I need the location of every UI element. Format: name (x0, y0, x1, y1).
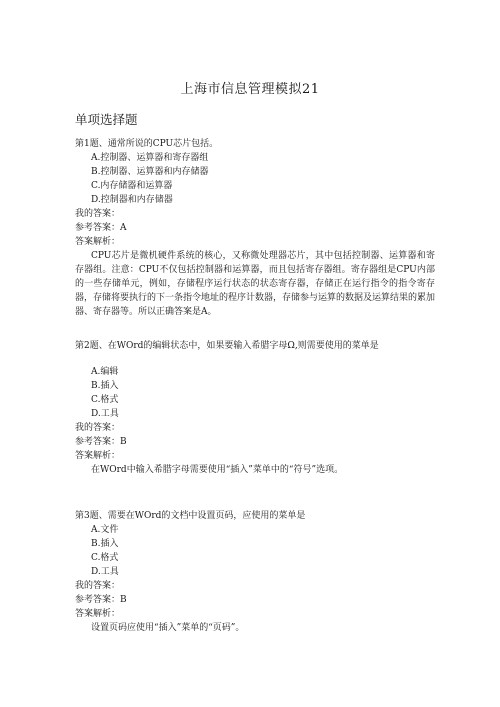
question-stem: 第1题、通常所说的CPU芯片包括。 (75, 139, 219, 149)
analysis-label: 答案解析： (75, 451, 121, 461)
reference-answer-label: 参考答案： (75, 437, 121, 447)
question-1 (75, 137, 435, 319)
my-answer-label: 我的答案： (75, 423, 121, 433)
option-b: B.控制器、运算器和内存储器 (91, 167, 209, 177)
question-stem: 第3题、需要在WOrd的文档中设置页码，应使用的菜单是 (75, 511, 306, 521)
reference-answer-value: B (120, 595, 127, 605)
option-c: C.格式 (91, 553, 119, 563)
option-c: C.格式 (91, 395, 119, 405)
reference-answer (75, 593, 435, 607)
analysis-label: 答案解析： (75, 609, 121, 619)
option-b: B.插入 (91, 381, 119, 391)
option-c: C.内存储器和运算器 (91, 181, 173, 191)
question-2 (75, 339, 435, 477)
option-a: A.编辑 (91, 367, 119, 377)
my-answer-label: 我的答案： (75, 581, 121, 591)
reference-answer (75, 435, 435, 449)
option-b: B.插入 (91, 539, 119, 549)
question-3 (75, 509, 435, 635)
question-stem: 第2题、在WOrd的编辑状态中，如果要输入希腊字母Ω,则需要使用的菜单是 (75, 341, 379, 351)
analysis-text: 在WOrd中输入希腊字母需要使用“插入”菜单中的“符号”选项。 (91, 465, 344, 475)
option-a: A.控制器、运算器和寄存器组 (91, 153, 209, 163)
analysis-text: CPU芯片是微机硬件系统的核心，又称微处理器芯片，其中包括控制器、运算器和寄存器组。注意：CPU不仅包括控制器和运算器，而且包括寄存器组。寄存器组是CPU内部的一些存储单元，例如，存储程序运行状态的状态寄存器，存储正在运行指令的指令寄存器，存储将要执行的下一条指令地址的程序计数器，存储参与运算的数据及运算结果的累加器、寄存器等。所以正确答案是A。 (75, 251, 436, 317)
reference-answer-label: 参考答案： (75, 223, 121, 233)
reference-answer-value: A (120, 223, 127, 233)
option-d: D.工具 (91, 567, 119, 577)
document-title: 上海市信息管理模拟21 (180, 82, 320, 97)
reference-answer-label: 参考答案： (75, 595, 121, 605)
analysis-label: 答案解析： (75, 237, 121, 247)
reference-answer (75, 221, 435, 235)
option-d: D.控制器和内存储器 (91, 195, 173, 205)
option-a: A.文件 (91, 525, 119, 535)
analysis-text: 设置页码应使用“插入”菜单的“页码”。 (91, 623, 245, 633)
my-answer-label: 我的答案： (75, 209, 121, 219)
option-d: D.工具 (91, 409, 119, 419)
section-title: 单项选择题 (75, 112, 138, 127)
reference-answer-value: B (120, 437, 127, 447)
